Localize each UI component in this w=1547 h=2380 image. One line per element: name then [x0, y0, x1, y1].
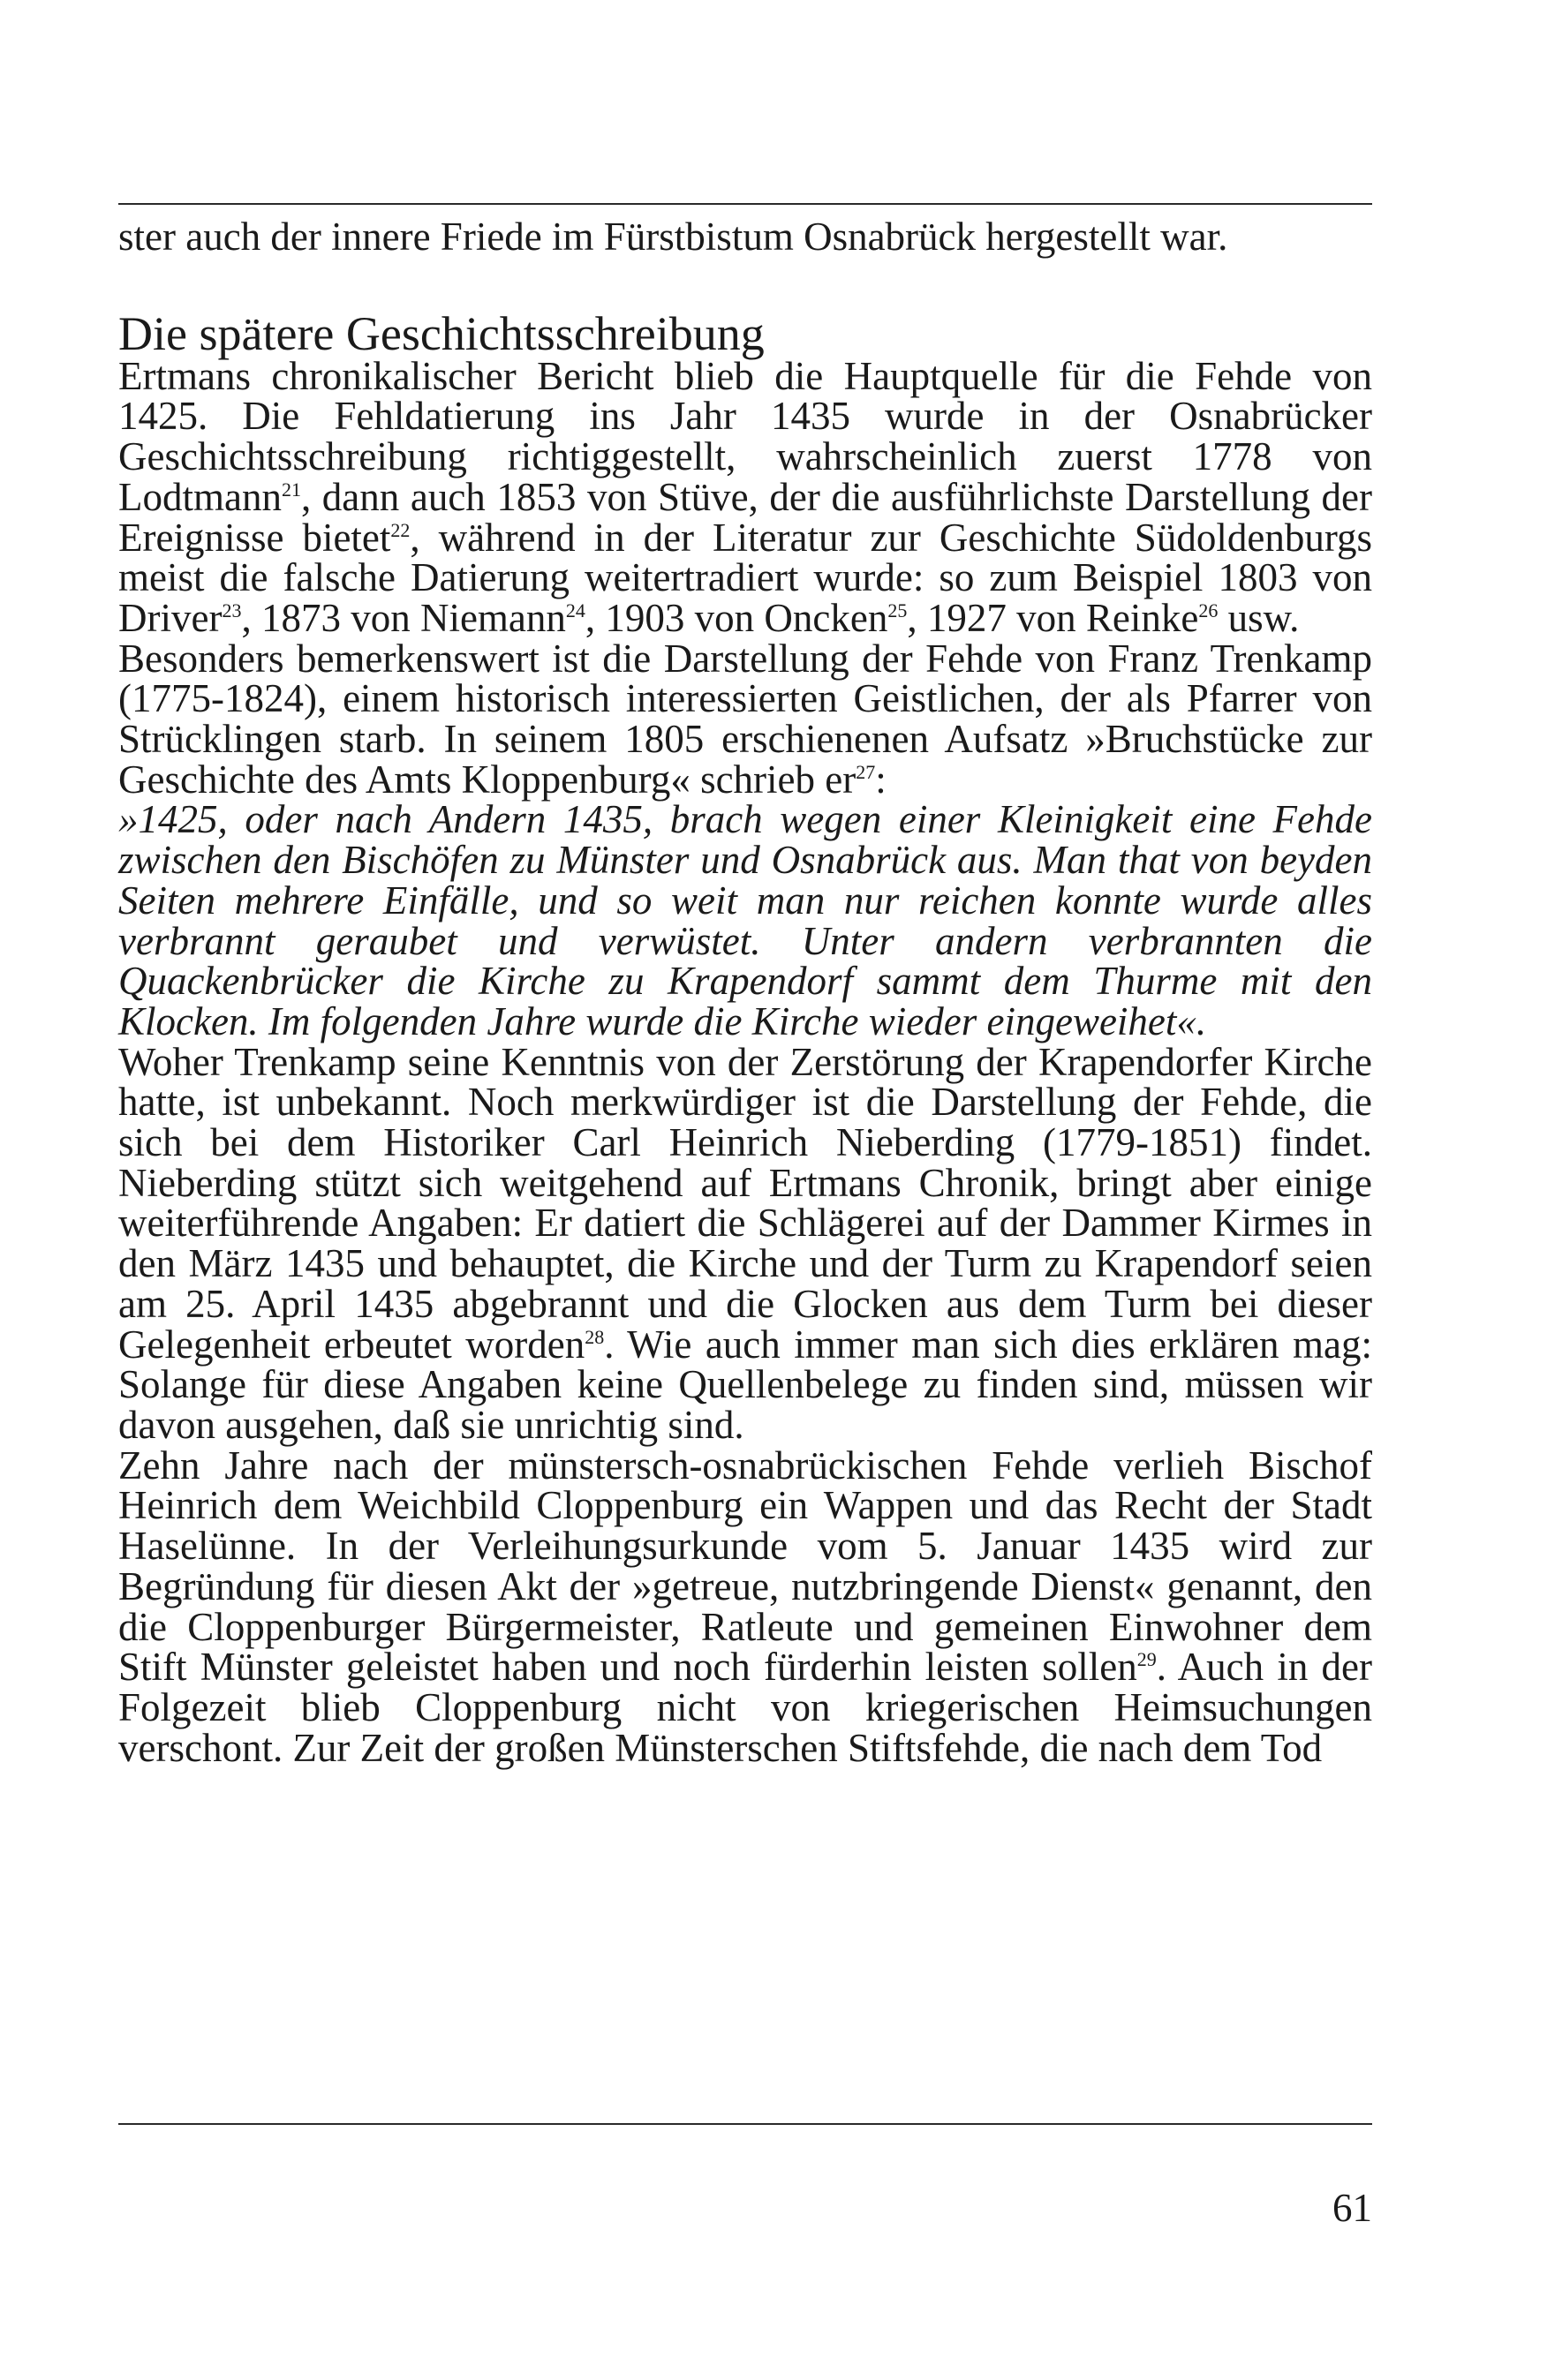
continuation-paragraph: ster auch der innere Friede im Fürstbistum Osnabrück hergestellt war.: [118, 215, 1228, 259]
footnote-ref-22: 22: [390, 518, 411, 541]
footnote-ref-23: 23: [222, 599, 242, 621]
footnote-ref-28: 28: [585, 1325, 605, 1348]
trenkamp-quote: »1425, oder nach Andern 1435, brach wegen einer Kleinigkeit eine Fehde zwischen den Bischöfen zu Münster und Osnabrück aus. Man that von beyden Seiten mehrere Einfälle, und so weit man nur reichen konnte wurde alles verbrannt geraubet und verwüstet. Unter andern verbrannten die Quackenbrücker die Kirche zu Krapendorf sammt dem Thurme mit den Klocken. Im folgenden Jahre wurde die Kirche wieder eingeweihet«.: [118, 797, 1372, 1043]
top-rule: [118, 203, 1372, 205]
paragraph-historiography: Ertmans chronikalischer Bericht blieb die Hauptquelle für die Fehde von 1425. Die Fehldatierung ins Jahr 1435 wurde in der Osnabrücker Geschichtsschreibung richtiggestellt, wahrscheinlich zuerst 1778 von Lodtmann$^{21}$, dann auch 1853 von Stüve, der die ausführlichste Darstellung der Ereignisse bietet$^{22}$, während in der Literatur zur Geschichte Südoldenburgs meist die falsche Datierung weitertradiert wurde: so zum Beispiel 1803 von Driver$^{23}$, 1873 von Niemann$^{24}$, 1903 von Oncken$^{25}$, 1927 von Reinke$^{26}$ usw.: [118, 353, 1372, 640]
footnote-ref-26: 26: [1198, 599, 1219, 621]
paragraph-trenkamp: Besonders bemerkenswert ist die Darstellung der Fehde von Franz Trenkamp (1775-1824), einem historisch interessierten Geistlichen, der als Pfarrer von Strücklingen starb. In seinem 1805 erschienenen Aufsatz »Bruchstücke zur Geschichte des Amts Kloppenburg« schrieb $er^{27}$:: [118, 636, 1372, 802]
page-number: 61: [1332, 2186, 1372, 2230]
footnote-ref-25: 25: [887, 599, 908, 621]
bottom-rule: [118, 2123, 1372, 2125]
footnote-ref-24: 24: [565, 599, 585, 621]
paragraph-nieberding: Woher Trenkamp seine Kenntnis von der Zerstörung der Krapendorfer Kirche hatte, ist unbekannt. Noch merkwürdiger ist die Darstellung der Fehde, die sich bei dem Historiker Carl Heinrich Nieberding (1779-1851) findet. Nieberding stützt sich weitgehend auf Ertmans Chronik, bringt aber einige weiterführende Angaben: Er datiert die Schlägerei auf der Dammer Kirmes in den März 1435 und behauptet, die Kirche und der Turm zu Krapendorf seien am 25. April 1435 abgebrannt und die Glocken aus dem Turm bei dieser Gelegenheit erbeutet worden$^{28}$. Wie auch immer man sich dies erklären mag: Solange für diese Angaben keine Quellenbelege zu finden sind, müssen wir davon ausgehen, daß sie unrichtig sind.: [118, 1039, 1372, 1447]
section-heading: Die spätere Geschichtsschreibung: [118, 306, 765, 360]
footnote-ref-21: 21: [281, 478, 301, 501]
paragraph-cloppenburg: Zehn Jahre nach der münstersch-osnabrückischen Fehde verlieh Bischof Heinrich dem Weichbild Cloppenburg ein Wappen und das Recht der Stadt Haselünne. In der Verleihungsurkunde vom 5. Januar 1435 wird zur Begründung für diesen Akt der »getreue, nutzbringende Dienst« genannt, den die Cloppenburger Bürgermeister, Ratleute und gemeinen Einwohner dem Stift Münster geleistet haben und noch fürderhin leisten sollen$^{29}$. Auch in der Folgezeit blieb Cloppenburg nicht von kriegerischen Heimsuchungen verschont. Zur Zeit der großen Münsterschen Stiftsfehde, die nach dem Tod: [118, 1442, 1372, 1770]
page-body: [118, 217, 1372, 1768]
footnote-ref-29: 29: [1136, 1648, 1157, 1671]
footnote-ref-27: 27: [856, 760, 876, 783]
